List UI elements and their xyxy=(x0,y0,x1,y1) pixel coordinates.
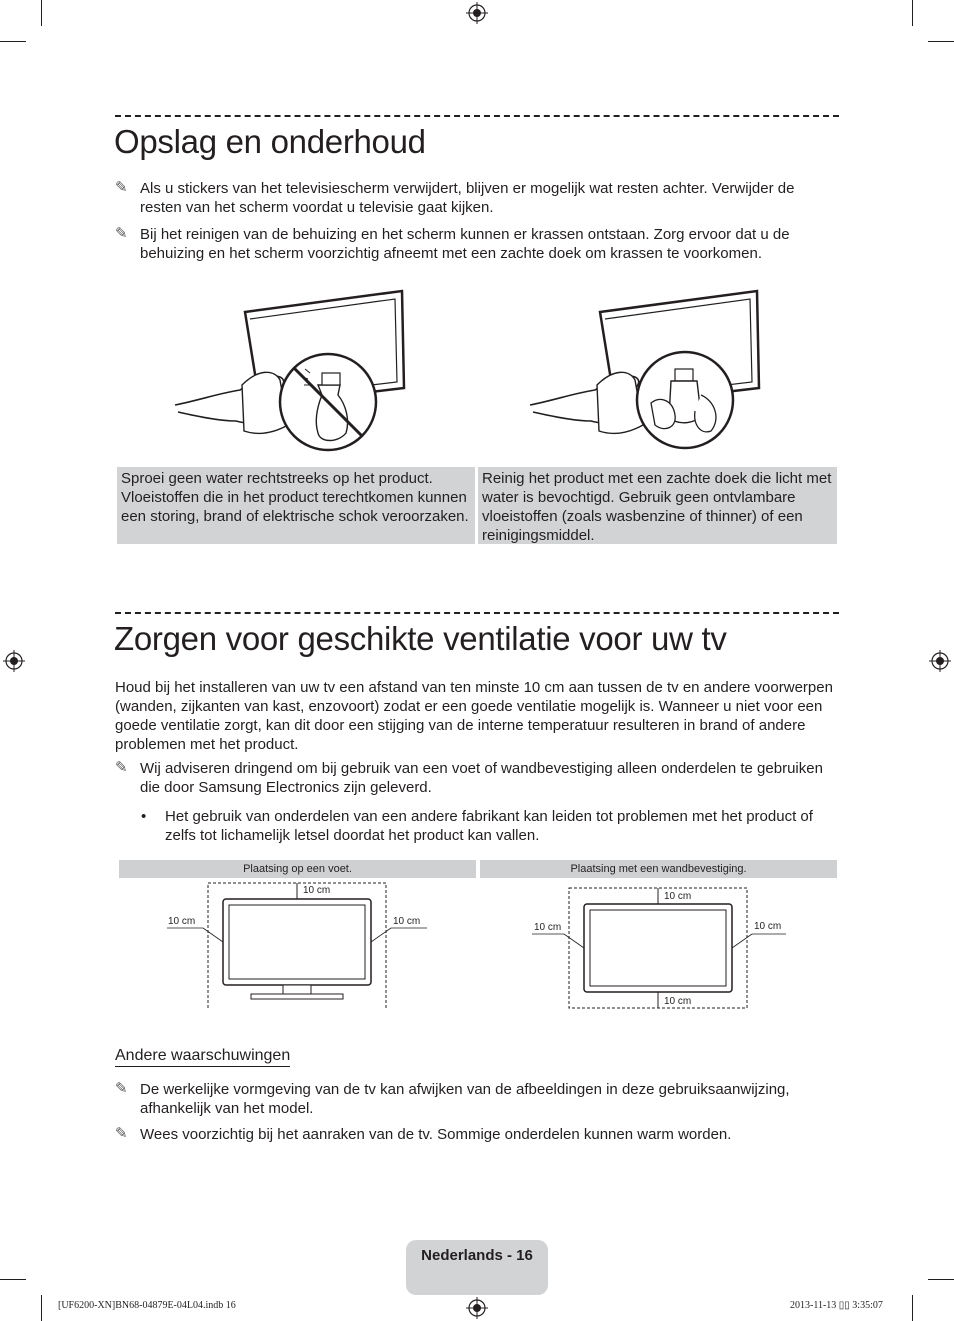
note-text: Bij het reinigen van de behuizing en het scherm kunnen er krassen ontstaan. Zorg ervoor dat u de behuizing en het scherm voorzichtig afneemt met een zachte doek om krassen te voorkomen. xyxy=(140,226,790,262)
crop-mark xyxy=(0,1279,26,1280)
clearance-label-right: 10 cm xyxy=(754,921,782,932)
note-samsung-parts xyxy=(115,759,840,797)
wall-clearance-diagram xyxy=(480,878,837,1013)
crop-mark xyxy=(928,41,954,42)
section-title-storage: Opslag en onderhoud xyxy=(114,123,426,160)
subtitle-other-warnings: Andere waarschuwingen xyxy=(115,1047,290,1067)
caption-soft-cloth: Reinig het product met een zachte doek die licht met water is bevochtigd. Gebruik geen ontvlambare vloeistoffen (zoals wasbenzine of thinner) of een reinigingsmiddel. xyxy=(478,467,837,544)
clearance-label-left: 10 cm xyxy=(168,916,196,927)
note-warm-parts xyxy=(115,1125,840,1144)
note-text: Wees voorzichtig bij het aanraken van de tv. Sommige onderdelen kunnen warm worden. xyxy=(140,1126,732,1143)
caption-no-spray: Sproei geen water rechtstreeks op het product. Vloeistoffen die in het product terechtkomen kunnen een storing, brand of elektrische schok veroorzaken. xyxy=(117,467,475,544)
registration-mark-icon xyxy=(466,1297,488,1319)
pencil-note-icon: ✎ xyxy=(115,179,128,196)
pencil-note-icon: ✎ xyxy=(115,1080,128,1097)
section-divider xyxy=(115,612,839,614)
note-text: Als u stickers van het televisiescherm verwijdert, blijven er mogelijk wat resten achter. Verwijder de resten van het scherm voordat u televisie gaat kijken. xyxy=(140,180,795,216)
crop-mark xyxy=(0,41,26,42)
pencil-note-icon: ✎ xyxy=(115,1125,128,1142)
note-appearance xyxy=(115,1080,840,1118)
crop-mark xyxy=(912,1295,913,1321)
bullet-text: Het gebruik van onderdelen van een andere fabrikant kan leiden tot problemen met het product of zelfs tot lichamelijk letsel doordat het product kan vallen. xyxy=(165,808,813,844)
registration-mark-icon xyxy=(3,650,25,672)
diagram-heading-wall: Plaatsing met een wandbevestiging. xyxy=(480,860,837,878)
pencil-note-icon: ✎ xyxy=(115,759,128,776)
print-slug-right: 2013-11-13 ▯▯ 3:35:07 xyxy=(790,1300,883,1311)
clearance-label-left: 10 cm xyxy=(534,922,562,933)
crop-mark xyxy=(928,1279,954,1280)
diagram-heading-stand: Plaatsing op een voet. xyxy=(119,860,476,878)
note-stickers xyxy=(115,179,840,217)
note-cleaning xyxy=(115,225,840,263)
crop-mark xyxy=(912,0,913,26)
print-slug-left: [UF6200-XN]BN68-04879E-04L04.indb 16 xyxy=(58,1300,236,1311)
soft-cloth-illustration xyxy=(525,285,765,455)
section-title-ventilation: Zorgen voor geschikte ventilatie voor uw tv xyxy=(114,620,727,657)
page-number-tab xyxy=(406,1240,548,1295)
clearance-label-top: 10 cm xyxy=(303,885,331,896)
registration-mark-icon xyxy=(466,2,488,24)
clearance-label-top: 10 cm xyxy=(664,891,692,902)
page-label: Nederlands - 16 xyxy=(421,1247,533,1264)
registration-mark-icon xyxy=(929,650,951,672)
no-spray-illustration xyxy=(170,285,410,455)
clearance-label-right: 10 cm xyxy=(393,916,421,927)
clearance-label-bottom: 10 cm xyxy=(664,996,692,1007)
ventilation-intro: Houd bij het installeren van uw tv een afstand van ten minste 10 cm aan tussen de tv en andere voorwerpen (wanden, zijkanten van kast, enzovoort) zodat er een goede ventilatie mogelijk is. Wanneer u niet voor een goede ventilatie zorgt, kan dit door een stijging van de interne temperatuur resulteren in brand of andere problemen met het product. xyxy=(115,679,833,753)
stand-clearance-diagram xyxy=(119,878,476,1013)
bullet-item xyxy=(141,807,841,845)
note-text: De werkelijke vormgeving van de tv kan afwijken van de afbeeldingen in deze gebruiksaanwijzing, afhankelijk van het model. xyxy=(140,1081,790,1117)
section-divider xyxy=(115,115,839,117)
note-text: Wij adviseren dringend om bij gebruik van een voet of wandbevestiging alleen onderdelen te gebruiken die door Samsung Electronics zijn geleverd. xyxy=(140,760,823,796)
bullet-icon: • xyxy=(141,808,147,825)
crop-mark xyxy=(41,0,42,26)
pencil-note-icon: ✎ xyxy=(115,225,128,242)
crop-mark xyxy=(41,1295,42,1321)
